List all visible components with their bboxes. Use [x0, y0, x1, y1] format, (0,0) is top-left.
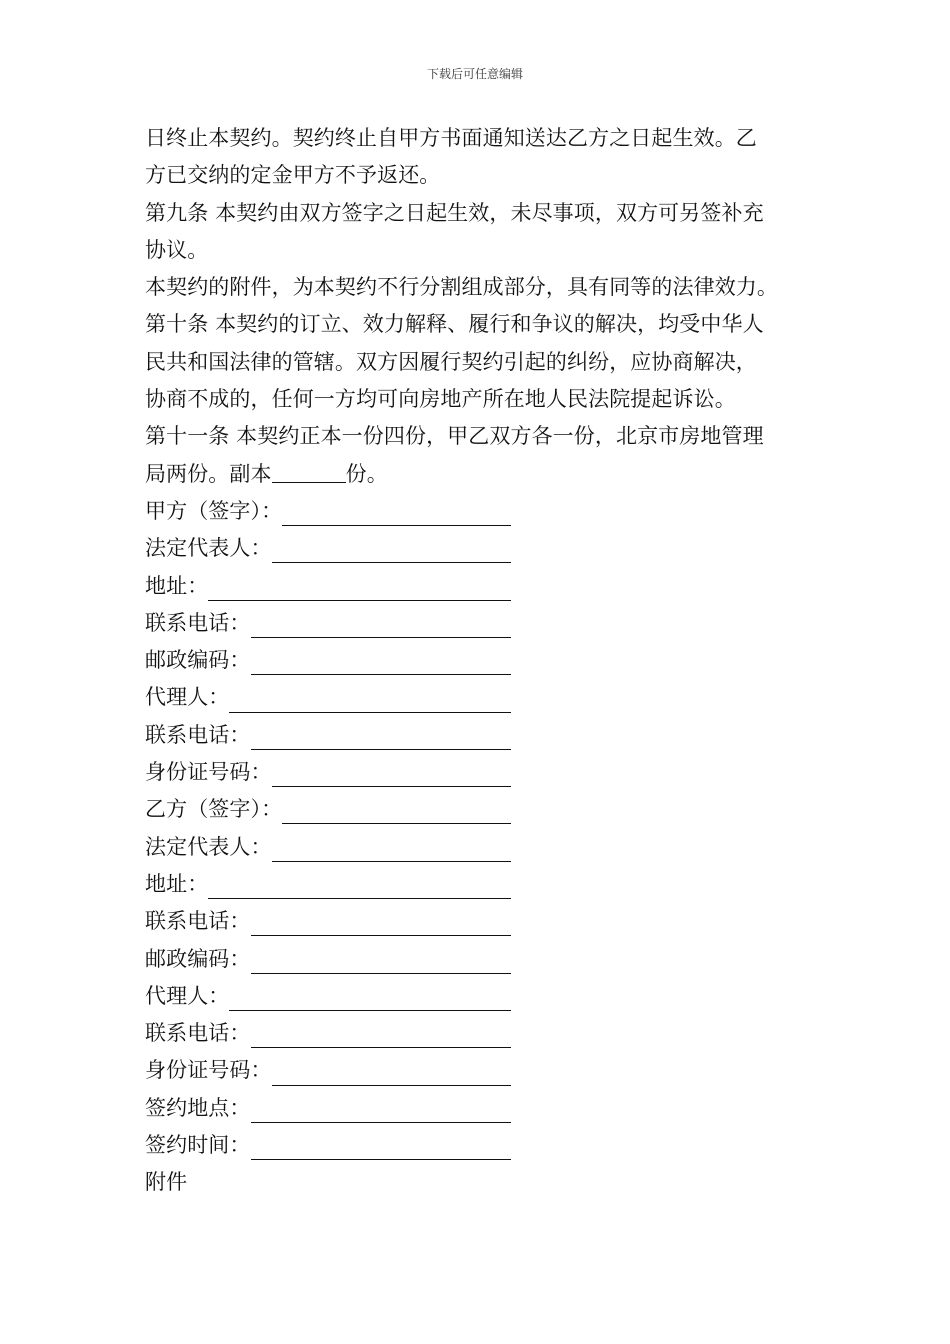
field-label: 联系电话： — [145, 722, 251, 747]
signature-fields — [145, 493, 810, 1164]
field-label: 身份证号码： — [145, 760, 272, 785]
copies-text-after: 份。 — [345, 461, 388, 486]
signature-field-row — [145, 978, 810, 1015]
field-label: 签约地点： — [145, 1095, 251, 1120]
field-blank-line[interactable] — [282, 503, 511, 526]
field-blank-line[interactable] — [272, 764, 511, 787]
signature-field-row — [145, 1052, 810, 1089]
field-blank-line[interactable] — [251, 615, 511, 638]
field-label: 签约时间： — [145, 1133, 251, 1158]
field-label: 代理人： — [145, 983, 230, 1008]
signature-field-row — [145, 1127, 810, 1164]
field-label: 联系电话： — [145, 1021, 251, 1046]
signature-field-row — [145, 679, 810, 716]
field-label: 法定代表人： — [145, 834, 272, 859]
paragraph-line: 方已交纳的定金甲方不予返还。 — [145, 163, 441, 188]
signature-field-row — [145, 903, 810, 940]
field-blank-line[interactable] — [229, 690, 511, 713]
paragraph-line: 第九条 本契约由双方签字之日起生效，未尽事项，双方可另签补充 — [145, 200, 764, 225]
paragraph-line: 第十条 本契约的订立、效力解释、履行和争议的解决，均受中华人 — [145, 312, 764, 337]
document-body — [145, 120, 810, 1202]
signature-field-row — [145, 791, 810, 828]
field-label: 联系电话： — [145, 610, 251, 635]
field-blank-line[interactable] — [272, 839, 511, 862]
signature-field-row — [145, 568, 810, 605]
field-blank-line[interactable] — [229, 988, 511, 1011]
signature-field-row — [145, 1090, 810, 1127]
signature-field-row — [145, 717, 810, 754]
copies-line — [145, 456, 810, 493]
signature-field-row — [145, 754, 810, 791]
field-blank-line[interactable] — [251, 652, 511, 675]
field-blank-line[interactable] — [251, 727, 511, 750]
field-blank-line[interactable] — [251, 1100, 511, 1123]
field-label: 地址： — [145, 573, 209, 598]
signature-field-row — [145, 866, 810, 903]
field-blank-line[interactable] — [251, 1137, 511, 1160]
paragraph-line: 协议。 — [145, 237, 209, 262]
field-blank-line[interactable] — [251, 1025, 511, 1048]
copies-text-before: 局两份。副本 — [145, 461, 272, 486]
copies-blank[interactable] — [272, 460, 346, 483]
field-label: 代理人： — [145, 685, 230, 710]
field-blank-line[interactable] — [272, 540, 511, 563]
signature-field-row — [145, 642, 810, 679]
signature-field-row — [145, 493, 810, 530]
field-label: 联系电话： — [145, 909, 251, 934]
field-label: 邮政编码： — [145, 648, 251, 673]
field-blank-line[interactable] — [208, 876, 511, 899]
field-label: 乙方（签字）： — [145, 797, 283, 822]
field-blank-line[interactable] — [208, 578, 511, 601]
field-blank-line[interactable] — [282, 801, 511, 824]
field-blank-line[interactable] — [272, 1063, 511, 1086]
paragraph-line: 民共和国法律的管辖。双方因履行契约引起的纠纷，应协商解决， — [145, 349, 757, 374]
field-label: 地址： — [145, 871, 209, 896]
paragraph-line: 本契约的附件，为本契约不行分割组成部分，具有同等的法律效力。 — [145, 275, 778, 300]
field-label: 身份证号码： — [145, 1058, 272, 1083]
signature-field-row — [145, 941, 810, 978]
paragraph-line: 第十一条 本契约正本一份四份，甲乙双方各一份，北京市房地管理 — [145, 424, 764, 449]
field-blank-line[interactable] — [251, 951, 511, 974]
paragraph-line: 协商不成的，任何一方均可向房地产所在地人民法院提起诉讼。 — [145, 387, 736, 412]
field-label: 甲方（签字）： — [145, 498, 283, 523]
field-label: 法定代表人： — [145, 536, 272, 561]
field-label: 邮政编码： — [145, 946, 251, 971]
signature-field-row — [145, 605, 810, 642]
contract-paragraphs — [145, 120, 810, 493]
closing-line: 附件 — [145, 1170, 188, 1195]
paragraph-line: 日终止本契约。契约终止自甲方书面通知送达乙方之日起生效。乙 — [145, 126, 757, 150]
signature-field-row — [145, 829, 810, 866]
field-blank-line[interactable] — [251, 913, 511, 936]
signature-field-row — [145, 530, 810, 567]
signature-field-row — [145, 1015, 810, 1052]
page-header: 下载后可任意编辑 — [426, 67, 523, 81]
